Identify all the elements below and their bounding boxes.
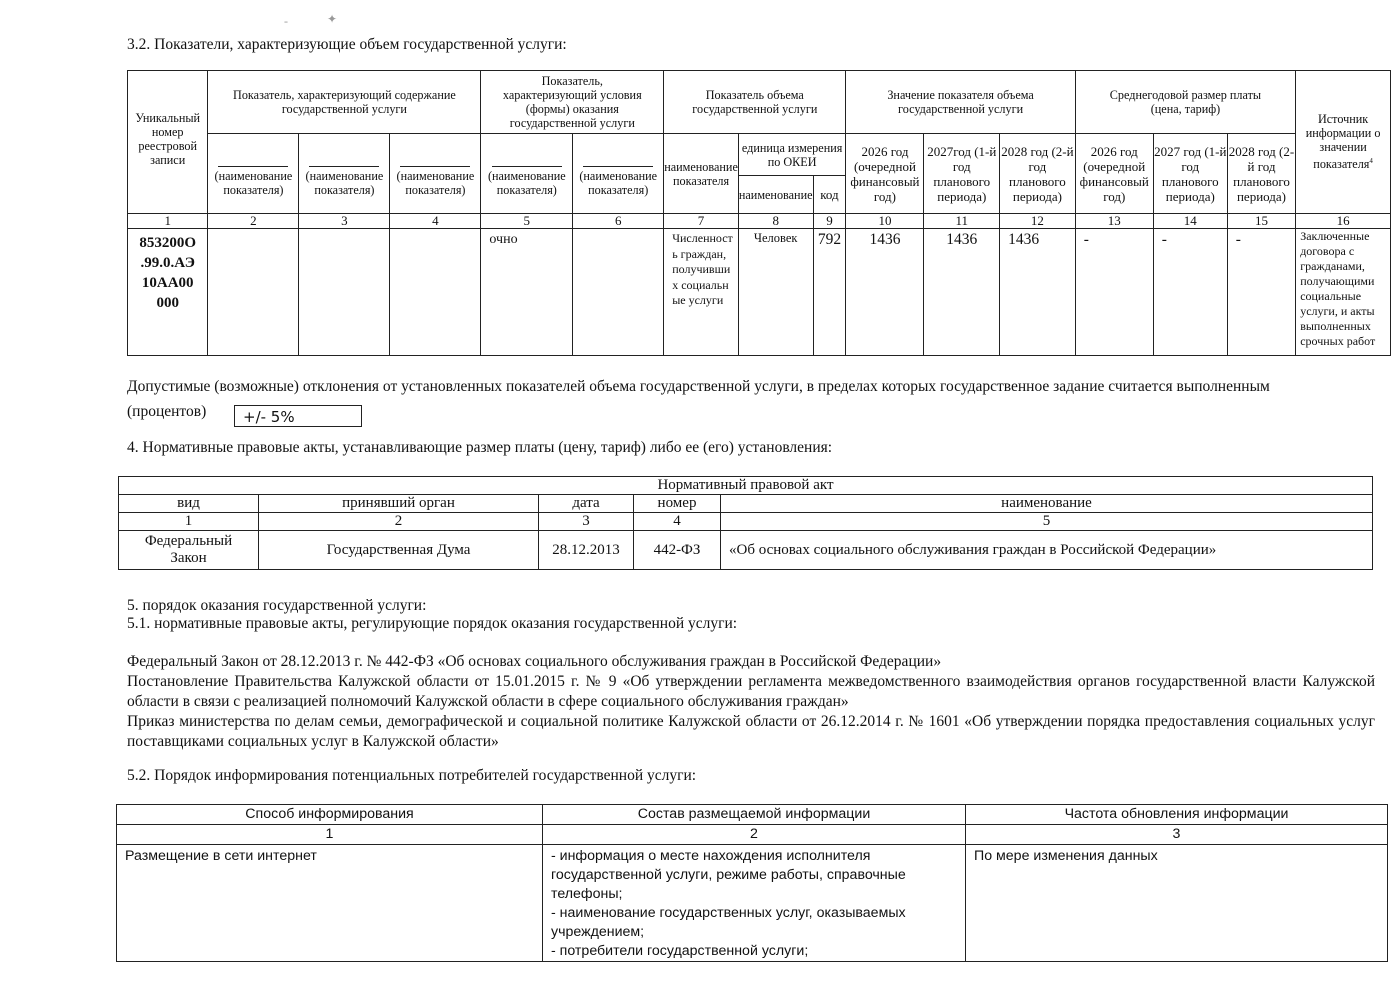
informing-table (116, 804, 1388, 962)
fee-2028-cell: - (1227, 229, 1295, 356)
table-row (119, 531, 1373, 570)
deviation-value-field: +/- 5% (234, 405, 362, 427)
reg-number-line: .99.0.АЭ (140, 255, 195, 271)
act-number-cell: 442-ФЗ (634, 531, 721, 570)
legal-acts-fee-table (118, 476, 1373, 570)
col-num: 2 (259, 513, 539, 531)
section-5-2-title: 5.2. Порядок информирования потенциальных потребителей государственной услуги: (127, 767, 697, 784)
legal-act-item: Федеральный Закон от 28.12.2013 г. № 442-ФЗ «Об основах социального обслуживания граждан в Российской Федерации» (127, 653, 942, 670)
table-row (117, 845, 1388, 962)
col-num: 1 (117, 825, 543, 845)
act-name-cell: «Об основах социального обслуживания граждан в Российской Федерации» (721, 531, 1373, 570)
legal-acts-list (127, 652, 1375, 752)
content-line: телефоны; (551, 886, 623, 902)
header-content-group: Показатель, характеризующий содержание государственной услуги (208, 71, 481, 134)
content-2-cell (299, 229, 390, 356)
col-num: 16 (1296, 214, 1391, 229)
content-3-cell (390, 229, 481, 356)
col-header-date: дата (539, 495, 634, 513)
header-content-2 (299, 134, 390, 214)
header-fee-2028: 2028 год (2-й год планового периода) (1227, 134, 1295, 214)
footnote-ref: 4 (1369, 157, 1373, 166)
content-line: - информация о месте нахождения исполнителя (551, 848, 871, 864)
header-fee-2026: 2026 год (очередной финансовый год) (1075, 134, 1153, 214)
placeholder-label: (наименование показателя) (305, 169, 384, 197)
content-line: государственной услуги, режиме работы, справочные (551, 867, 906, 883)
col-num: 5 (721, 513, 1373, 531)
condition-1-cell: очно (481, 229, 573, 356)
content-line: - потребители государственной услуги; (551, 943, 809, 959)
scan-speck: - (284, 14, 288, 28)
act-authority-cell: Государственная Дума (259, 531, 539, 570)
volume-indicators-table (127, 70, 1391, 356)
col-header-method: Способ информирования (117, 805, 543, 825)
col-num: 12 (1000, 214, 1076, 229)
unit-name-cell: Человек (738, 229, 813, 356)
placeholder-label: (наименование показателя) (214, 169, 293, 197)
value-2026-cell: 1436 (846, 229, 924, 356)
value-2027-cell: 1436 (924, 229, 1000, 356)
header-unit-code: код (813, 176, 846, 214)
legal-act-item: Постановление Правительства Калужской области от 15.01.2015 г. № 9 «Об утверждении регламента межведомственного взаимодействия органов государственной власти Калужской области в связи с реализацией полномочий Калужской области в сфере социального обслуживания граждан» (127, 673, 1375, 710)
content-line: учреждением; (551, 924, 645, 940)
act-date-cell: 28.12.2013 (539, 531, 634, 570)
placeholder-label: (наименование показателя) (487, 169, 566, 197)
header-value-2027: 2027год (1-й год планового периода) (924, 134, 1000, 214)
header-reg-number: Уникальный номер реестровой записи (128, 71, 208, 214)
header-source (1296, 71, 1391, 214)
header-conditions-group: Показатель, характеризующий условия (формы) оказания государственной услуги (481, 71, 664, 134)
column-numbers-row (128, 214, 1391, 229)
header-value-2026: 2026 год (очередной финансовый год) (846, 134, 924, 214)
header-condition-2 (573, 134, 664, 214)
content-1-cell (208, 229, 299, 356)
source-cell: Заключенные договора с гражданами, получающими социальные услуги, и акты выполненных срочных работ (1296, 229, 1391, 356)
indicator-name-text: Численность граждан, получивших социальные услуги (672, 231, 733, 307)
content-line: - наименование государственных услуг, оказываемых (551, 905, 906, 921)
condition-2-cell (573, 229, 664, 356)
col-num: 1 (119, 513, 259, 531)
header-content-3 (390, 134, 481, 214)
col-header-number: номер (634, 495, 721, 513)
section-4-title: 4. Нормативные правовые акты, устанавливающие размер платы (цену, тариф) либо ее (его) установления: (127, 439, 833, 456)
value-2028-cell: 1436 (1000, 229, 1076, 356)
header-fee-2027: 2027 год (1-й год планового периода) (1153, 134, 1227, 214)
frequency-cell: По мере изменения данных (966, 845, 1388, 962)
header-value-group: Значение показателя объема государственной услуги (846, 71, 1075, 134)
header-volume-group: Показатель объема государственной услуги (664, 71, 846, 134)
col-num: 4 (390, 214, 481, 229)
section-5-1-title: 5.1. нормативные правовые акты, регулирующие порядок оказания государственной услуги: (127, 615, 738, 632)
col-num: 9 (813, 214, 846, 229)
col-num: 15 (1227, 214, 1295, 229)
indicator-name-cell (664, 229, 739, 356)
placeholder-label: (наименование показателя) (579, 169, 658, 197)
header-unit-name: наименование (738, 176, 813, 214)
scan-speck: ✦ (327, 12, 338, 26)
deviation-label: Допустимые (возможные) отклонения от установленных показателей объема государственной услуги, в пределах которых государственное задание считается выполненным (127, 378, 1270, 395)
section-5-title: 5. порядок оказания государственной услуги: (127, 597, 427, 614)
col-num: 10 (846, 214, 924, 229)
col-num: 3 (966, 825, 1388, 845)
reg-number-line: 853200О (139, 235, 197, 251)
col-header-authority: принявший орган (259, 495, 539, 513)
col-num: 6 (573, 214, 664, 229)
col-num: 13 (1075, 214, 1153, 229)
header-volume-name: наименование показателя (664, 134, 739, 214)
col-num: 7 (664, 214, 739, 229)
deviation-unit-label: (процентов) (127, 403, 207, 420)
header-fee-group: Среднегодовой размер платы (цена, тариф) (1075, 71, 1295, 134)
reg-number-cell (128, 229, 208, 356)
reg-number-line: 000 (156, 295, 179, 311)
fee-2026-cell: - (1075, 229, 1153, 356)
col-num: 5 (481, 214, 573, 229)
reg-number-line: 10АА00 (141, 275, 194, 291)
content-cell (543, 845, 966, 962)
col-header-frequency: Частота обновления информации (966, 805, 1388, 825)
col-num: 3 (539, 513, 634, 531)
col-num: 14 (1153, 214, 1227, 229)
col-header-name: наименование (721, 495, 1373, 513)
col-num: 2 (208, 214, 299, 229)
section-3-2-title: 3.2. Показатели, характеризующие объем государственной услуги: (127, 36, 567, 53)
fee-2027-cell: - (1153, 229, 1227, 356)
col-num: 11 (924, 214, 1000, 229)
table-row (128, 229, 1391, 356)
placeholder-label: (наименование показателя) (396, 169, 475, 197)
col-num: 8 (738, 214, 813, 229)
act-type-cell: Федеральный Закон (119, 531, 259, 570)
header-content-1 (208, 134, 299, 214)
group-header: Нормативный правовой акт (119, 477, 1373, 495)
col-num: 4 (634, 513, 721, 531)
header-source-text: Источник информации о значении показателя (1305, 112, 1381, 172)
col-num: 2 (543, 825, 966, 845)
legal-act-item: Приказ министерства по делам семьи, демографической и социальной политике Калужской области от 26.12.2014 г. № 1601 «Об утверждении порядка предоставления социальных услуг поставщиками социальных услуг в Калужской области» (127, 713, 1375, 750)
col-num: 1 (128, 214, 208, 229)
col-header-content: Состав размещаемой информации (543, 805, 966, 825)
unit-code-cell: 792 (813, 229, 846, 356)
col-num: 3 (299, 214, 390, 229)
header-condition-1 (481, 134, 573, 214)
col-header-type: вид (119, 495, 259, 513)
method-cell: Размещение в сети интернет (117, 845, 543, 962)
header-value-2028: 2028 год (2-й год планового периода) (1000, 134, 1076, 214)
header-unit-okei: единица измерения по ОКЕИ (738, 134, 846, 176)
